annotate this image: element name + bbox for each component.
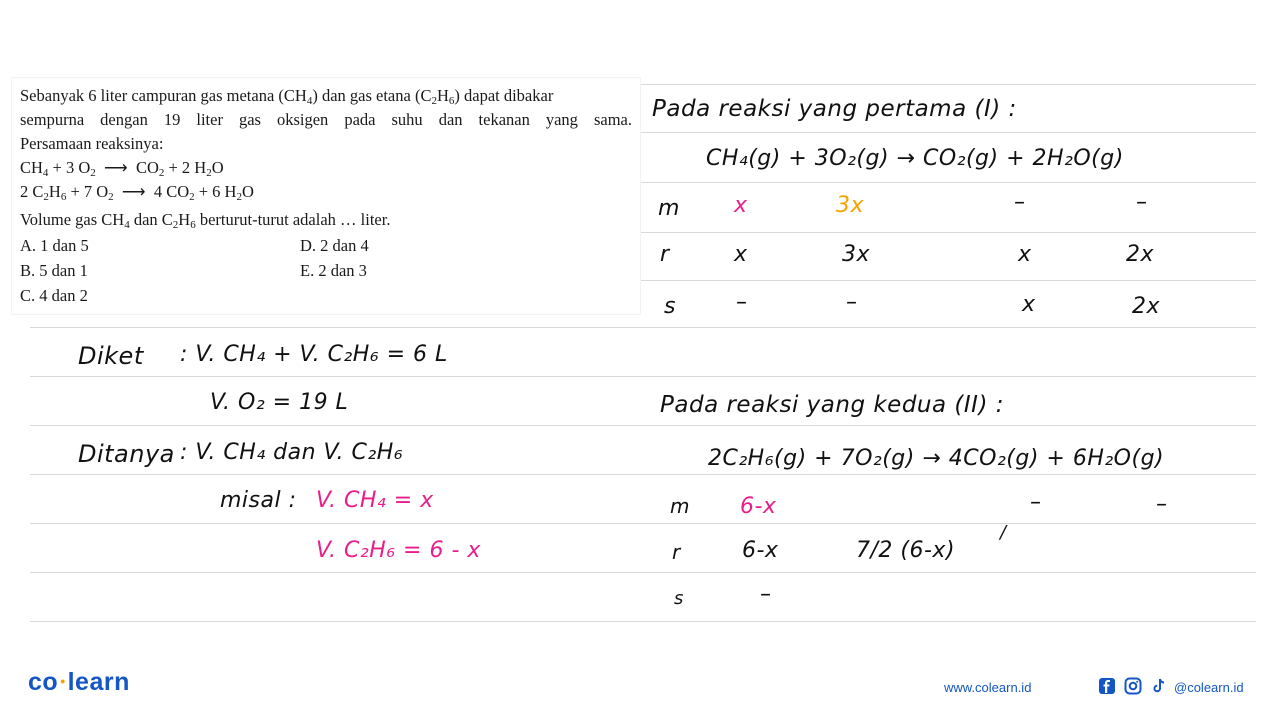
ruled-line: [640, 132, 1256, 133]
ruled-line: [30, 327, 1256, 328]
website-link[interactable]: www.colearn.id: [944, 680, 1032, 695]
option-e: E. 2 dan 3: [300, 261, 367, 280]
ruled-line: [640, 84, 1256, 85]
r1-row-r-c2: 3x: [842, 242, 871, 267]
ruled-line: [30, 572, 1256, 573]
ruled-line: [30, 474, 1256, 475]
r2-row-r-c3: /: [1000, 522, 1007, 543]
reaction-1-equation: CH₄(g) + 3O₂(g) → CO₂(g) + 2H₂O(g): [706, 146, 1124, 171]
instagram-icon[interactable]: [1124, 677, 1142, 695]
ruled-line: [640, 182, 1256, 183]
r1-row-s-c3: x: [1022, 292, 1036, 317]
ruled-line: [30, 523, 1256, 524]
r1-row-m-label: m: [658, 196, 680, 221]
diket-line-2: V. O₂ = 19 L: [210, 390, 349, 415]
tiktok-icon[interactable]: [1150, 677, 1168, 695]
ruled-line: [30, 376, 1256, 377]
r2-row-r-label: r: [672, 540, 681, 564]
option-d: D. 2 dan 4: [300, 236, 369, 255]
ruled-line: [30, 621, 1256, 622]
ditanya-label: Ditanya: [78, 440, 175, 468]
r2-row-m-c3: –: [1030, 490, 1042, 515]
colearn-logo[interactable]: co •learn: [28, 668, 130, 696]
facebook-icon[interactable]: [1098, 677, 1116, 695]
r1-row-m-c3: –: [1014, 190, 1026, 215]
r1-row-m-c1: x: [734, 193, 748, 218]
option-b: B. 5 dan 1: [20, 261, 88, 280]
option-c: C. 4 dan 2: [20, 286, 88, 305]
ruled-line: [640, 280, 1256, 281]
question-line-1: Sebanyak 6 liter campuran gas metana $(CH_4)$ dan gas etana $(C_2H_6)$ dapat dibakar: [20, 86, 554, 107]
question-line-2: sempurna dengan 19 liter gas oksigen pada suhu dan tekanan yang sama.: [20, 110, 632, 129]
r1-row-s-c4: 2x: [1132, 294, 1161, 319]
question-line-3: Persamaan reaksinya:: [20, 134, 164, 153]
r2-row-r-c1: 6-x: [742, 538, 779, 563]
ditanya-line-1: : V. CH₄ dan V. C₂H₆: [180, 440, 404, 465]
option-a: A. 1 dan 5: [20, 236, 89, 255]
diket-label: Diket: [78, 342, 144, 370]
ruled-line: [640, 232, 1256, 233]
misal-label: misal :: [220, 488, 297, 513]
reaction-2-title: Pada reaksi yang kedua (II) :: [660, 392, 1004, 418]
r1-row-s-c2: –: [846, 290, 858, 315]
r2-row-s-c1: –: [760, 582, 772, 607]
r2-row-m-c4: –: [1156, 492, 1168, 517]
r1-row-m-c2: 3x: [836, 193, 865, 218]
social-handle[interactable]: @colearn.id: [1174, 680, 1244, 695]
r2-row-m-c1: 6-x: [740, 494, 777, 519]
misal-line-2: V. C₂H₆ = 6 - x: [316, 538, 481, 563]
question-prompt: Volume gas $CH_4$ dan $C_2H_6$ berturut-turut adalah … liter.: [20, 210, 391, 231]
diket-line-1: : V. CH₄ + V. C₂H₆ = 6 L: [180, 342, 448, 367]
r1-row-s-label: s: [664, 294, 676, 319]
misal-line-1: V. CH₄ = x: [316, 488, 434, 513]
equation-1: $CH_4 + 3$ $O_2$ ⟶ $CO_2 + 2$ $H_2O$: [20, 158, 224, 179]
r1-row-r-c1: x: [734, 242, 748, 267]
question-box: [12, 78, 640, 314]
reaction-2-equation: 2C₂H₆(g) + 7O₂(g) → 4CO₂(g) + 6H₂O(g): [708, 446, 1165, 471]
r1-row-r-c3: x: [1018, 242, 1032, 267]
reaction-1-title: Pada reaksi yang pertama (I) :: [652, 96, 1017, 122]
equation-2: 2 $C_2H_6 + 7$ $O_2$ ⟶ 4 $CO_2 + 6$ $H_2O$: [20, 182, 254, 203]
r2-row-m-label: m: [670, 494, 690, 518]
r1-row-r-c4: 2x: [1126, 242, 1155, 267]
r2-row-r-c2: 7/2 (6-x): [856, 538, 956, 563]
r2-row-s-label: s: [674, 588, 684, 609]
ruled-line: [30, 425, 1256, 426]
r1-row-m-c4: –: [1136, 190, 1148, 215]
r1-row-s-c1: –: [736, 290, 748, 315]
r1-row-r-label: r: [660, 242, 670, 267]
